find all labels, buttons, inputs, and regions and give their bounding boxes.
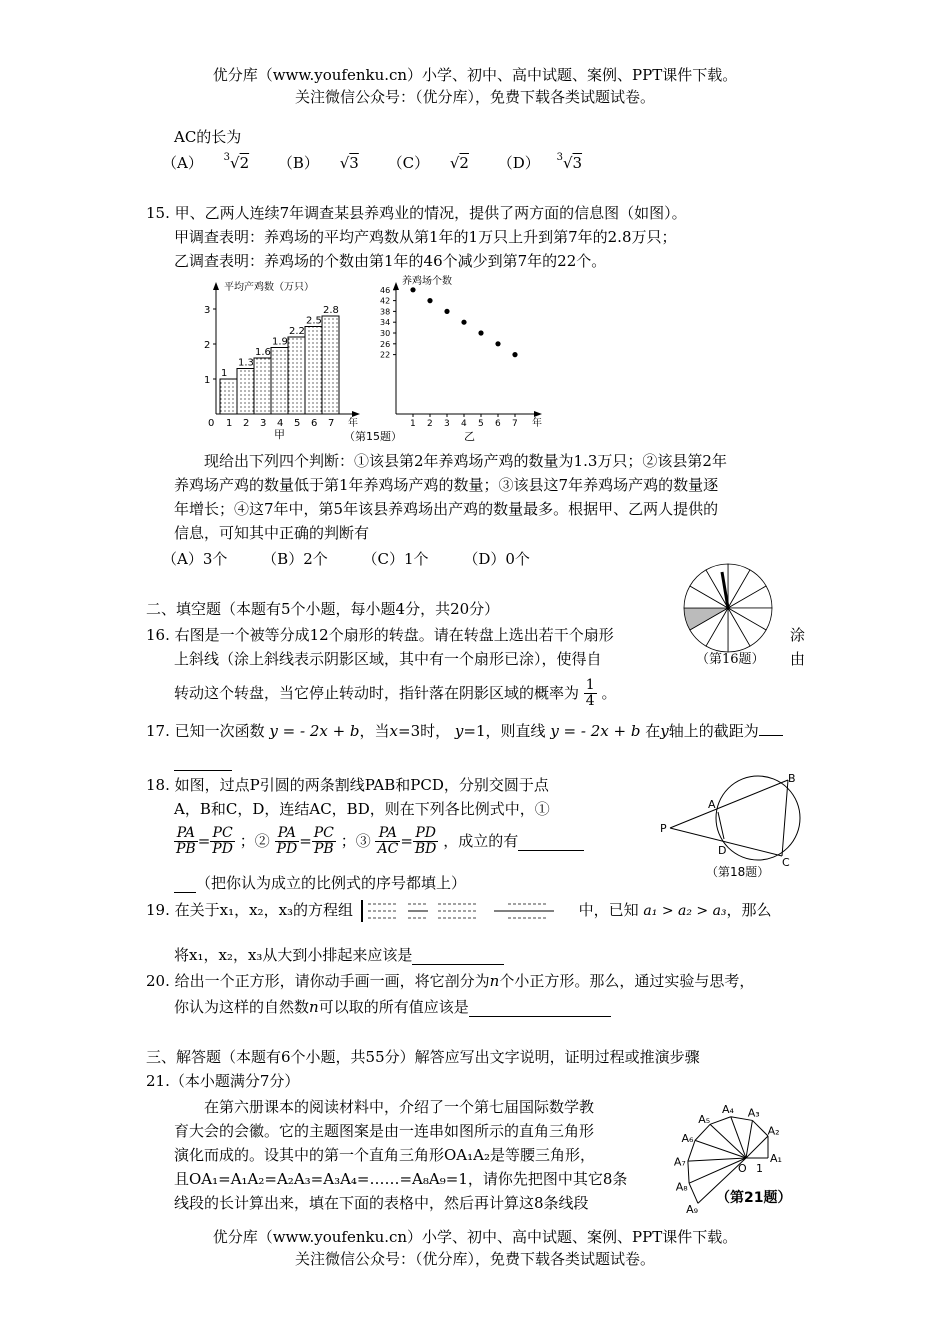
q15-options bbox=[162, 550, 530, 568]
scatter-x-arrow bbox=[534, 411, 542, 417]
spiral-vertex-label: A₃ bbox=[747, 1106, 760, 1120]
q18-f2-right: $\frac{PC}{PB}$ bbox=[313, 825, 334, 858]
scatter-x-tick-label: 3 bbox=[444, 419, 450, 429]
q19-equation-system bbox=[358, 900, 574, 922]
spiral-vertex-label: A₅ bbox=[698, 1112, 711, 1126]
label-d: D bbox=[718, 844, 727, 857]
spiral-edge bbox=[689, 1183, 698, 1203]
bar-x-arrow bbox=[352, 411, 360, 417]
bar-y-tick-label: 1 bbox=[204, 375, 211, 386]
spiral-ray bbox=[731, 1117, 746, 1158]
q18-line-4: （把你认为成立的比例式的序号都填上） bbox=[174, 874, 466, 893]
q17-line: 17. 已知一次函数 y = - 2x + b，当x=3时， y=1，则直线 y = - 2x + b 在y轴上的截距为 bbox=[146, 722, 783, 740]
scatter-y-tick-label: 42 bbox=[380, 296, 391, 306]
q16-line-1: 16. 右图是一个被等分成12个扇形的转盘。请在转盘上选出若干个扇形 bbox=[146, 626, 614, 644]
spiral-vertex-label: A₆ bbox=[681, 1131, 694, 1145]
bar-y-arrow bbox=[213, 282, 219, 290]
scatter-x-tick-label: 6 bbox=[495, 419, 501, 429]
bar-data-label: 2.5 bbox=[306, 315, 322, 327]
q18-line-1: 18. 如图，过点P引圆的两条割线PAB和PCD，分别交圆于点 bbox=[146, 776, 549, 794]
scatter-y-tick-label: 22 bbox=[380, 350, 391, 360]
bar-y-tick-label: 3 bbox=[204, 305, 211, 316]
spiral-edge bbox=[710, 1117, 731, 1125]
q18-line-3: $\frac{PA}{PB}$ = $\frac{PC}{PD}$ ；② $\frac{PA}{PD}$ = $\frac{PC}{PB}$ ；③ $\frac{PA}{AC}$ = $\frac{PD}{BD}$ ，成立的有 bbox=[174, 826, 584, 858]
header-line-2: 关注微信公众号：（优分库），免费下载各类试题试卷。 bbox=[294, 88, 655, 106]
q19-line-1: 19. 在关于x₁，x₂，x₃的方程组 中，已知 a₁ > a₂ > a₃，那么 bbox=[146, 900, 772, 922]
bar-data-label: 1.3 bbox=[238, 357, 254, 369]
q16-caption: （第16题） bbox=[696, 652, 765, 667]
q21-line-1: 在第六册课本的阅读材料中，介绍了一个第七届国际数学教 bbox=[204, 1098, 595, 1116]
scatter-y-tick-label: 26 bbox=[380, 339, 391, 349]
bar-x-tick-label: 7 bbox=[328, 418, 335, 429]
q18-f3-left: $\frac{PA}{AC}$ bbox=[377, 825, 399, 858]
spiral-edge bbox=[695, 1124, 710, 1140]
bar bbox=[288, 337, 305, 414]
q18-f1-right: $\frac{PC}{PD}$ bbox=[212, 825, 233, 858]
spiral-vertex-label: A₄ bbox=[721, 1103, 734, 1117]
q21-figure bbox=[664, 1086, 814, 1216]
bar-data-label: 1.6 bbox=[255, 347, 271, 358]
segment-ac bbox=[718, 812, 724, 839]
q16-tu: 涂 bbox=[790, 626, 806, 644]
scatter-x-tick-label: 4 bbox=[461, 419, 467, 429]
scatter-point bbox=[512, 352, 517, 357]
bar-origin-label: 0 bbox=[208, 418, 215, 429]
spiral-ray bbox=[710, 1124, 746, 1158]
q14-options bbox=[162, 154, 582, 172]
q16-you: 由 bbox=[790, 650, 806, 668]
bar-data-label: 2.2 bbox=[289, 326, 305, 337]
spiral-vertex-label: A₉ bbox=[686, 1202, 699, 1216]
bar-x-tick-label: 6 bbox=[311, 418, 318, 429]
q15-para-2: 养鸡场产鸡的数量低于第1年养鸡场产鸡的数量；③该县这7年养鸡场产鸡的数量逐 bbox=[174, 476, 719, 494]
scatter-point bbox=[461, 320, 466, 325]
label-b: B bbox=[788, 772, 796, 785]
scatter-y-arrow bbox=[393, 282, 399, 290]
q18-figure bbox=[656, 770, 818, 880]
scatter-y-tick-label: 38 bbox=[380, 307, 391, 317]
q15-option-b: （B）2个 bbox=[262, 550, 328, 568]
q15-para-4: 信息，可知其中正确的判断有 bbox=[174, 524, 370, 542]
q14-option-c: （C） √2 bbox=[387, 154, 469, 172]
spiral-edge bbox=[752, 1120, 768, 1136]
q16-line-3: 转动这个转盘，当它停止转动时，指针落在阴影区域的概率为 $\frac{1}{4}$ 。 bbox=[174, 677, 617, 710]
label-yi: 乙 bbox=[464, 430, 475, 443]
q20-line-2: 你认为这样的自然数n可以取的所有值应该是 bbox=[174, 998, 611, 1017]
q15-line-1: 15. 甲、乙两人连续7年调查某县养鸡业的情况，提供了两方面的信息图（如图）。 bbox=[146, 204, 687, 222]
q20-line-1: 20. 给出一个正方形，请你动手画一画，将它剖分为n个小正方形。那么，通过实验与思考， bbox=[146, 972, 755, 990]
q18-f3-right: $\frac{PD}{BD}$ bbox=[414, 825, 437, 858]
bar-x-tick-label: 4 bbox=[277, 418, 284, 429]
scatter-point bbox=[427, 298, 432, 303]
spiral-vertex-label: A₂ bbox=[767, 1124, 780, 1138]
q15-option-c: （C）1个 bbox=[362, 550, 429, 568]
q18-f1-left: $\frac{PA}{PB}$ bbox=[176, 825, 196, 858]
scatter-title: 养鸡场个数 bbox=[402, 276, 452, 287]
spiral-origin-label: O bbox=[738, 1162, 747, 1175]
section-3-title: 三、解答题（本题有6个小题，共55分）解答应写出文字说明，证明过程或推演步骤 bbox=[146, 1048, 700, 1066]
spiral-vertex-label: A₇ bbox=[673, 1155, 686, 1169]
spiral-vertex-label: A₈ bbox=[675, 1180, 688, 1194]
scatter-point bbox=[478, 330, 483, 335]
q21-line-5: 线段的长计算出来，填在下面的表格中，然后再计算这8条线段 bbox=[174, 1194, 589, 1212]
header-line-1: 优分库（www.youfenku.cn）小学、初中、高中试题、案例、PPT课件下载。 bbox=[212, 66, 738, 84]
q15-para-1: 现给出下列四个判断：①该县第2年养鸡场产鸡的数量为1.3万只；②该县第2年 bbox=[204, 452, 727, 470]
scatter-x-tick-label: 1 bbox=[410, 419, 416, 429]
q15-line-3: 乙调查表明：养鸡场的个数由第1年的46个减少到第7年的22个。 bbox=[174, 252, 607, 270]
bar bbox=[237, 369, 254, 415]
spiral-ray bbox=[695, 1140, 746, 1158]
scatter-x-tick-label: 7 bbox=[512, 419, 518, 429]
spiral-unit-label: 1 bbox=[756, 1162, 763, 1175]
scatter-point bbox=[444, 309, 449, 314]
q14-option-a: （A） $^3$√2 bbox=[162, 152, 250, 172]
q15-caption: （第15题） bbox=[344, 430, 402, 443]
segment-bd bbox=[782, 780, 788, 856]
q14-option-d: （D） $^3$√3 bbox=[497, 152, 583, 172]
spiral-edge bbox=[688, 1161, 689, 1183]
label-p: P bbox=[660, 822, 667, 835]
scatter-y-tick-label: 34 bbox=[380, 318, 391, 328]
q16-spinner bbox=[678, 562, 778, 654]
q14-option-b: （B） √3 bbox=[277, 154, 359, 172]
label-jia: 甲 bbox=[274, 428, 285, 441]
q17-blank bbox=[174, 752, 232, 771]
scatter-point bbox=[410, 287, 415, 292]
scatter-point bbox=[495, 341, 500, 346]
scatter-x-tick-label: 5 bbox=[478, 419, 484, 429]
label-c: C bbox=[782, 856, 790, 869]
bar-data-label: 2.8 bbox=[323, 305, 339, 316]
q16-fraction: $\frac{1}{4}$ bbox=[585, 677, 595, 710]
label-a: A bbox=[708, 798, 716, 811]
q21-line-3: 演化而成的。设其中的第一个直角三角形OA₁A₂是等腰三角形， bbox=[174, 1146, 595, 1164]
bar-x-label: 年 bbox=[348, 418, 358, 429]
q16-line-2: 上斜线（涂上斜线表示阴影区域，其中有一个扇形已涂），使得自 bbox=[174, 650, 602, 668]
footer-line-2: 关注微信公众号：（优分库），免费下载各类试题试卷。 bbox=[294, 1250, 655, 1268]
q14-stem: AC的长为 bbox=[174, 128, 242, 146]
q21-head: 21.（本小题满分7分） bbox=[146, 1072, 300, 1090]
bar bbox=[271, 348, 288, 415]
scatter-x-tick-label: 2 bbox=[427, 419, 433, 429]
spiral-ray bbox=[688, 1158, 746, 1161]
q18-f2-left: $\frac{PA}{PD}$ bbox=[276, 825, 298, 858]
q15-line-2: 甲调查表明：养鸡场的平均产鸡数从第1年的1万只上升到第7年的2.8万只； bbox=[174, 228, 677, 246]
scatter-y-tick-label: 30 bbox=[380, 329, 391, 338]
q15-charts bbox=[196, 274, 556, 446]
bar-x-tick-label: 2 bbox=[243, 418, 250, 429]
q19-line-2: 将x₁，x₂，x₃从大到小排起来应该是 bbox=[174, 946, 504, 965]
bar-x-tick-label: 5 bbox=[294, 418, 301, 429]
q21-line-2: 育大会的会徽。它的主题图案是由一连串如图所示的直角三角形 bbox=[174, 1122, 595, 1140]
section-2-title: 二、填空题（本题有5个小题，每小题4分，共20分） bbox=[146, 600, 500, 618]
q21-caption: （第21题） bbox=[716, 1190, 792, 1206]
q15-para-3: 年增长；④这7年中，第5年该县养鸡场出产鸡的数量最多。根据甲、乙两人提供的 bbox=[174, 500, 719, 518]
bar bbox=[322, 316, 339, 414]
q18-line-2: A，B和C，D，连结AC，BD，则在下列各比例式中，① bbox=[174, 800, 550, 818]
bar bbox=[305, 327, 322, 415]
bar-data-label: 1 bbox=[221, 368, 228, 379]
bar bbox=[254, 358, 271, 414]
bar-y-tick-label: 2 bbox=[204, 340, 211, 351]
scatter-y-tick-label: 46 bbox=[380, 285, 391, 295]
bar-x-tick-label: 1 bbox=[226, 418, 233, 429]
q15-option-d: （D）0个 bbox=[463, 550, 530, 568]
q15-option-a: （A）3个 bbox=[162, 550, 228, 568]
bar-title: 平均产鸡数（万只） bbox=[224, 282, 314, 293]
bar bbox=[220, 379, 237, 414]
q18-caption: （第18题） bbox=[706, 865, 770, 879]
scatter-x-label: 年 bbox=[532, 418, 542, 429]
bar-data-label: 1.9 bbox=[272, 336, 288, 348]
q21-line-4: 且OA₁=A₁A₂=A₂A₃=A₃A₄=……=A₈A₉=1，请你先把图中其它8条 bbox=[174, 1170, 628, 1188]
footer-line-1: 优分库（www.youfenku.cn）小学、初中、高中试题、案例、PPT课件下载。 bbox=[212, 1228, 738, 1246]
spiral-vertex-label: A₁ bbox=[770, 1152, 782, 1165]
bar-x-tick-label: 3 bbox=[260, 418, 267, 429]
